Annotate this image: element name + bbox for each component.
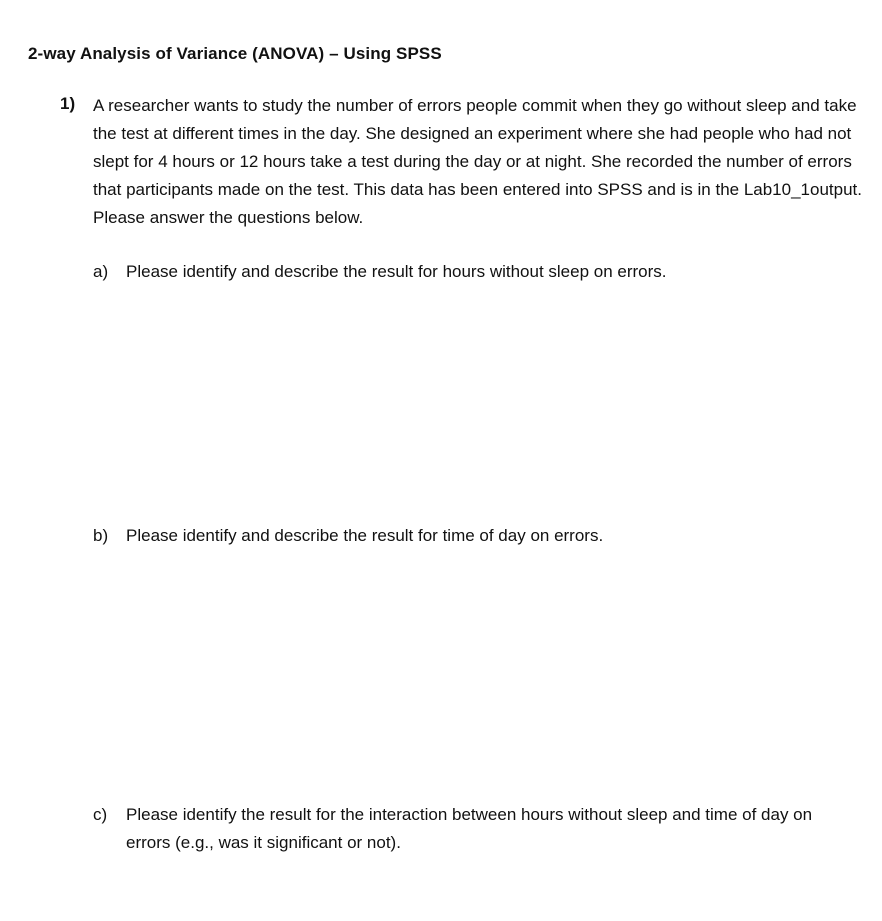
subquestion-text: Please identify and describe the result for hours without sleep on errors. bbox=[126, 262, 667, 281]
subquestion-text: Please identify and describe the result for time of day on errors. bbox=[126, 526, 604, 545]
page-title: 2-way Analysis of Variance (ANOVA) – Using SPSS bbox=[28, 44, 442, 63]
subquestion-label: a) bbox=[93, 262, 109, 281]
question-text: A researcher wants to study the number of errors people commit when they go without sleep and take the test at different times in the day. She designed an experiment where she had people who had not slept for 4 hours or 12 hours take a test during the day or at night. She recorded the number of errors that participants made on the test. This data has been entered into SPSS and is in the Lab10_1output. Please answer the questions below. bbox=[93, 96, 862, 227]
subquestion-label: c) bbox=[93, 805, 108, 824]
subquestion-text: Please identify the result for the interaction between hours without sleep and time of day on errors (e.g., was it significant or not). bbox=[126, 805, 813, 852]
question-number: 1) bbox=[60, 94, 76, 113]
subquestion-label: b) bbox=[93, 526, 109, 545]
